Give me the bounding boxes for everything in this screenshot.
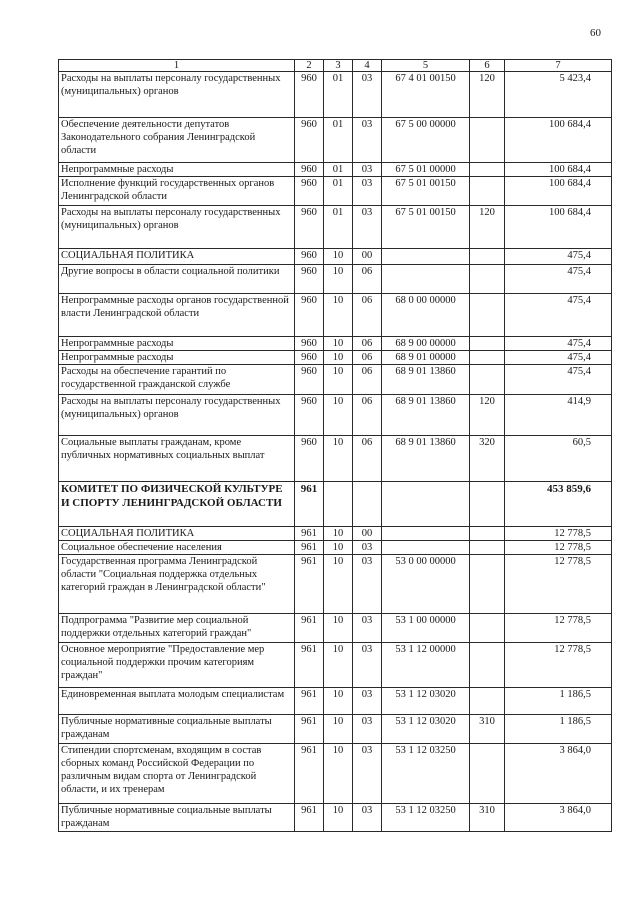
row-section-cell: 01	[324, 177, 353, 206]
row-name-cell: Расходы на выплаты персоналу государственных (муниципальных) органов	[59, 72, 295, 118]
row-section-cell: 10	[324, 804, 353, 832]
row-expense-type-cell	[470, 177, 505, 206]
header-col-3: 3	[324, 60, 353, 72]
row-amount-cell: 475,4	[505, 294, 612, 337]
row-target-article-cell	[382, 249, 470, 265]
header-col-1: 1	[59, 60, 295, 72]
row-expense-type-cell	[470, 541, 505, 555]
row-subsection-cell: 03	[353, 118, 382, 163]
row-name-cell: СОЦИАЛЬНАЯ ПОЛИТИКА	[59, 249, 295, 265]
row-admin-code-cell: 960	[295, 395, 324, 436]
row-amount-cell: 5 423,4	[505, 72, 612, 118]
row-section-cell: 10	[324, 436, 353, 482]
table-row	[59, 555, 612, 614]
row-admin-code-cell: 960	[295, 118, 324, 163]
row-target-article-cell: 67 4 01 00150	[382, 72, 470, 118]
row-target-article-cell: 53 0 00 00000	[382, 555, 470, 614]
table-row	[59, 541, 612, 555]
row-admin-code-cell: 960	[295, 177, 324, 206]
row-admin-code-cell: 960	[295, 72, 324, 118]
row-subsection-cell: 06	[353, 337, 382, 351]
row-amount-cell: 475,4	[505, 351, 612, 365]
table-row	[59, 265, 612, 294]
row-subsection-cell	[353, 482, 382, 527]
row-expense-type-cell	[470, 555, 505, 614]
row-target-article-cell	[382, 265, 470, 294]
row-expense-type-cell: 310	[470, 804, 505, 832]
table-row	[59, 206, 612, 249]
row-name-cell: Расходы на выплаты персоналу государственных (муниципальных) органов	[59, 206, 295, 249]
row-target-article-cell: 53 1 12 03020	[382, 715, 470, 744]
row-expense-type-cell: 320	[470, 436, 505, 482]
table-row	[59, 688, 612, 715]
row-amount-cell: 414,9	[505, 395, 612, 436]
row-subsection-cell: 06	[353, 294, 382, 337]
row-amount-cell: 12 778,5	[505, 527, 612, 541]
row-expense-type-cell: 310	[470, 715, 505, 744]
row-amount-cell: 1 186,5	[505, 715, 612, 744]
row-amount-cell: 3 864,0	[505, 804, 612, 832]
table-row	[59, 715, 612, 744]
row-expense-type-cell	[470, 744, 505, 804]
row-target-article-cell: 68 9 01 13860	[382, 365, 470, 395]
header-col-6: 6	[470, 60, 505, 72]
row-expense-type-cell	[470, 249, 505, 265]
row-amount-cell: 100 684,4	[505, 206, 612, 249]
row-expense-type-cell	[470, 482, 505, 527]
row-target-article-cell: 68 0 00 00000	[382, 294, 470, 337]
row-target-article-cell: 67 5 01 00150	[382, 177, 470, 206]
row-admin-code-cell: 961	[295, 715, 324, 744]
row-name-cell: Другие вопросы в области социальной политики	[59, 265, 295, 294]
row-admin-code-cell: 961	[295, 614, 324, 643]
row-name-cell: Единовременная выплата молодым специалистам	[59, 688, 295, 715]
row-admin-code-cell: 961	[295, 744, 324, 804]
table-row	[59, 365, 612, 395]
row-target-article-cell	[382, 527, 470, 541]
row-admin-code-cell: 960	[295, 365, 324, 395]
row-section-cell: 10	[324, 365, 353, 395]
row-expense-type-cell	[470, 351, 505, 365]
row-amount-cell: 453 859,6	[505, 482, 612, 527]
row-subsection-cell: 03	[353, 206, 382, 249]
row-subsection-cell: 06	[353, 395, 382, 436]
row-target-article-cell: 67 5 01 00150	[382, 206, 470, 249]
row-section-cell: 10	[324, 614, 353, 643]
table-row	[59, 436, 612, 482]
row-subsection-cell: 03	[353, 744, 382, 804]
table-row	[59, 294, 612, 337]
row-admin-code-cell: 960	[295, 436, 324, 482]
row-expense-type-cell	[470, 337, 505, 351]
row-expense-type-cell	[470, 294, 505, 337]
table-row	[59, 614, 612, 643]
row-target-article-cell: 53 1 00 00000	[382, 614, 470, 643]
row-name-cell: СОЦИАЛЬНАЯ ПОЛИТИКА	[59, 527, 295, 541]
row-expense-type-cell	[470, 527, 505, 541]
row-section-cell: 10	[324, 688, 353, 715]
row-section-cell: 10	[324, 527, 353, 541]
row-expense-type-cell	[470, 118, 505, 163]
table-row	[59, 351, 612, 365]
row-target-article-cell: 68 9 00 00000	[382, 337, 470, 351]
row-target-article-cell: 53 1 12 00000	[382, 643, 470, 688]
table-row	[59, 72, 612, 118]
row-target-article-cell: 68 9 01 13860	[382, 395, 470, 436]
row-admin-code-cell: 960	[295, 265, 324, 294]
row-admin-code-cell: 961	[295, 541, 324, 555]
row-section-cell: 10	[324, 249, 353, 265]
row-subsection-cell: 03	[353, 804, 382, 832]
row-name-cell: Основное мероприятие "Предоставление мер социальной поддержки прочим категориям граждан"	[59, 643, 295, 688]
row-name-cell: КОМИТЕТ ПО ФИЗИЧЕСКОЙ КУЛЬТУРЕ И СПОРТУ ЛЕНИНГРАДСКОЙ ОБЛАСТИ	[59, 482, 295, 527]
row-target-article-cell	[382, 482, 470, 527]
row-name-cell: Непрограммные расходы	[59, 337, 295, 351]
row-expense-type-cell	[470, 614, 505, 643]
table-row	[59, 177, 612, 206]
row-name-cell: Расходы на выплаты персоналу государственных (муниципальных) органов	[59, 395, 295, 436]
row-section-cell	[324, 482, 353, 527]
row-admin-code-cell: 961	[295, 482, 324, 527]
header-col-4: 4	[353, 60, 382, 72]
row-section-cell: 01	[324, 163, 353, 177]
row-target-article-cell: 67 5 00 00000	[382, 118, 470, 163]
row-admin-code-cell: 960	[295, 337, 324, 351]
row-subsection-cell: 03	[353, 541, 382, 555]
row-subsection-cell: 03	[353, 643, 382, 688]
row-name-cell: Государственная программа Ленинградской области "Социальная поддержка отдельных категорий граждан в Ленинградской области"	[59, 555, 295, 614]
row-admin-code-cell: 960	[295, 351, 324, 365]
row-subsection-cell: 06	[353, 365, 382, 395]
row-expense-type-cell: 120	[470, 72, 505, 118]
row-amount-cell: 475,4	[505, 265, 612, 294]
row-admin-code-cell: 960	[295, 249, 324, 265]
table-row	[59, 643, 612, 688]
header-row	[59, 60, 612, 72]
row-admin-code-cell: 960	[295, 294, 324, 337]
row-section-cell: 01	[324, 206, 353, 249]
table-row	[59, 395, 612, 436]
table-row	[59, 482, 612, 527]
row-section-cell: 10	[324, 643, 353, 688]
row-subsection-cell: 03	[353, 163, 382, 177]
row-admin-code-cell: 960	[295, 206, 324, 249]
row-expense-type-cell	[470, 163, 505, 177]
row-name-cell: Обеспечение деятельности депутатов Законодательного собрания Ленинградской области	[59, 118, 295, 163]
row-subsection-cell: 06	[353, 265, 382, 294]
row-subsection-cell: 00	[353, 249, 382, 265]
row-subsection-cell: 06	[353, 351, 382, 365]
row-amount-cell: 100 684,4	[505, 163, 612, 177]
row-name-cell: Публичные нормативные социальные выплаты гражданам	[59, 715, 295, 744]
row-expense-type-cell	[470, 688, 505, 715]
row-name-cell: Расходы на обеспечение гарантий по государственной гражданской службе	[59, 365, 295, 395]
row-admin-code-cell: 961	[295, 527, 324, 541]
row-amount-cell: 475,4	[505, 365, 612, 395]
row-target-article-cell: 53 1 12 03250	[382, 744, 470, 804]
page-number: 60	[590, 27, 601, 39]
row-amount-cell: 12 778,5	[505, 555, 612, 614]
row-section-cell: 10	[324, 744, 353, 804]
row-amount-cell: 475,4	[505, 337, 612, 351]
row-target-article-cell: 68 9 01 13860	[382, 436, 470, 482]
row-expense-type-cell	[470, 643, 505, 688]
row-name-cell: Непрограммные расходы органов государственной власти Ленинградской области	[59, 294, 295, 337]
budget-table	[58, 59, 612, 832]
row-subsection-cell: 03	[353, 688, 382, 715]
header-col-7: 7	[505, 60, 612, 72]
row-subsection-cell: 03	[353, 72, 382, 118]
row-subsection-cell: 03	[353, 715, 382, 744]
row-subsection-cell: 03	[353, 614, 382, 643]
table-row	[59, 118, 612, 163]
table-row	[59, 527, 612, 541]
row-name-cell: Стипендии спортсменам, входящим в состав сборных команд Российской Федерации по различным видам спорта от Ленинградской области, и их тренерам	[59, 744, 295, 804]
row-admin-code-cell: 961	[295, 804, 324, 832]
row-subsection-cell: 03	[353, 177, 382, 206]
row-section-cell: 10	[324, 555, 353, 614]
row-admin-code-cell: 960	[295, 163, 324, 177]
row-amount-cell: 12 778,5	[505, 541, 612, 555]
row-section-cell: 01	[324, 72, 353, 118]
row-target-article-cell: 67 5 01 00000	[382, 163, 470, 177]
row-subsection-cell: 00	[353, 527, 382, 541]
row-admin-code-cell: 961	[295, 643, 324, 688]
row-amount-cell: 12 778,5	[505, 614, 612, 643]
row-expense-type-cell	[470, 265, 505, 294]
row-amount-cell: 475,4	[505, 249, 612, 265]
row-expense-type-cell: 120	[470, 206, 505, 249]
row-section-cell: 10	[324, 294, 353, 337]
row-section-cell: 10	[324, 541, 353, 555]
row-amount-cell: 100 684,4	[505, 118, 612, 163]
row-subsection-cell: 06	[353, 436, 382, 482]
row-name-cell: Непрограммные расходы	[59, 163, 295, 177]
row-name-cell: Публичные нормативные социальные выплаты гражданам	[59, 804, 295, 832]
header-col-5: 5	[382, 60, 470, 72]
row-target-article-cell: 53 1 12 03250	[382, 804, 470, 832]
table-row	[59, 337, 612, 351]
row-section-cell: 10	[324, 265, 353, 294]
row-admin-code-cell: 961	[295, 555, 324, 614]
row-amount-cell: 60,5	[505, 436, 612, 482]
table-row	[59, 163, 612, 177]
row-admin-code-cell: 961	[295, 688, 324, 715]
row-section-cell: 10	[324, 395, 353, 436]
row-name-cell: Исполнение функций государственных органов Ленинградской области	[59, 177, 295, 206]
table-row	[59, 804, 612, 832]
row-name-cell: Социальные выплаты гражданам, кроме публичных нормативных социальных выплат	[59, 436, 295, 482]
row-amount-cell: 1 186,5	[505, 688, 612, 715]
table-row	[59, 249, 612, 265]
row-subsection-cell: 03	[353, 555, 382, 614]
row-target-article-cell: 53 1 12 03020	[382, 688, 470, 715]
row-amount-cell: 12 778,5	[505, 643, 612, 688]
row-expense-type-cell	[470, 365, 505, 395]
row-section-cell: 01	[324, 118, 353, 163]
row-target-article-cell: 68 9 01 00000	[382, 351, 470, 365]
row-name-cell: Подпрограмма "Развитие мер социальной поддержки отдельных категорий граждан"	[59, 614, 295, 643]
row-section-cell: 10	[324, 715, 353, 744]
row-amount-cell: 100 684,4	[505, 177, 612, 206]
row-section-cell: 10	[324, 337, 353, 351]
header-col-2: 2	[295, 60, 324, 72]
table-row	[59, 744, 612, 804]
row-name-cell: Непрограммные расходы	[59, 351, 295, 365]
row-expense-type-cell: 120	[470, 395, 505, 436]
row-target-article-cell	[382, 541, 470, 555]
row-section-cell: 10	[324, 351, 353, 365]
row-name-cell: Социальное обеспечение населения	[59, 541, 295, 555]
row-amount-cell: 3 864,0	[505, 744, 612, 804]
